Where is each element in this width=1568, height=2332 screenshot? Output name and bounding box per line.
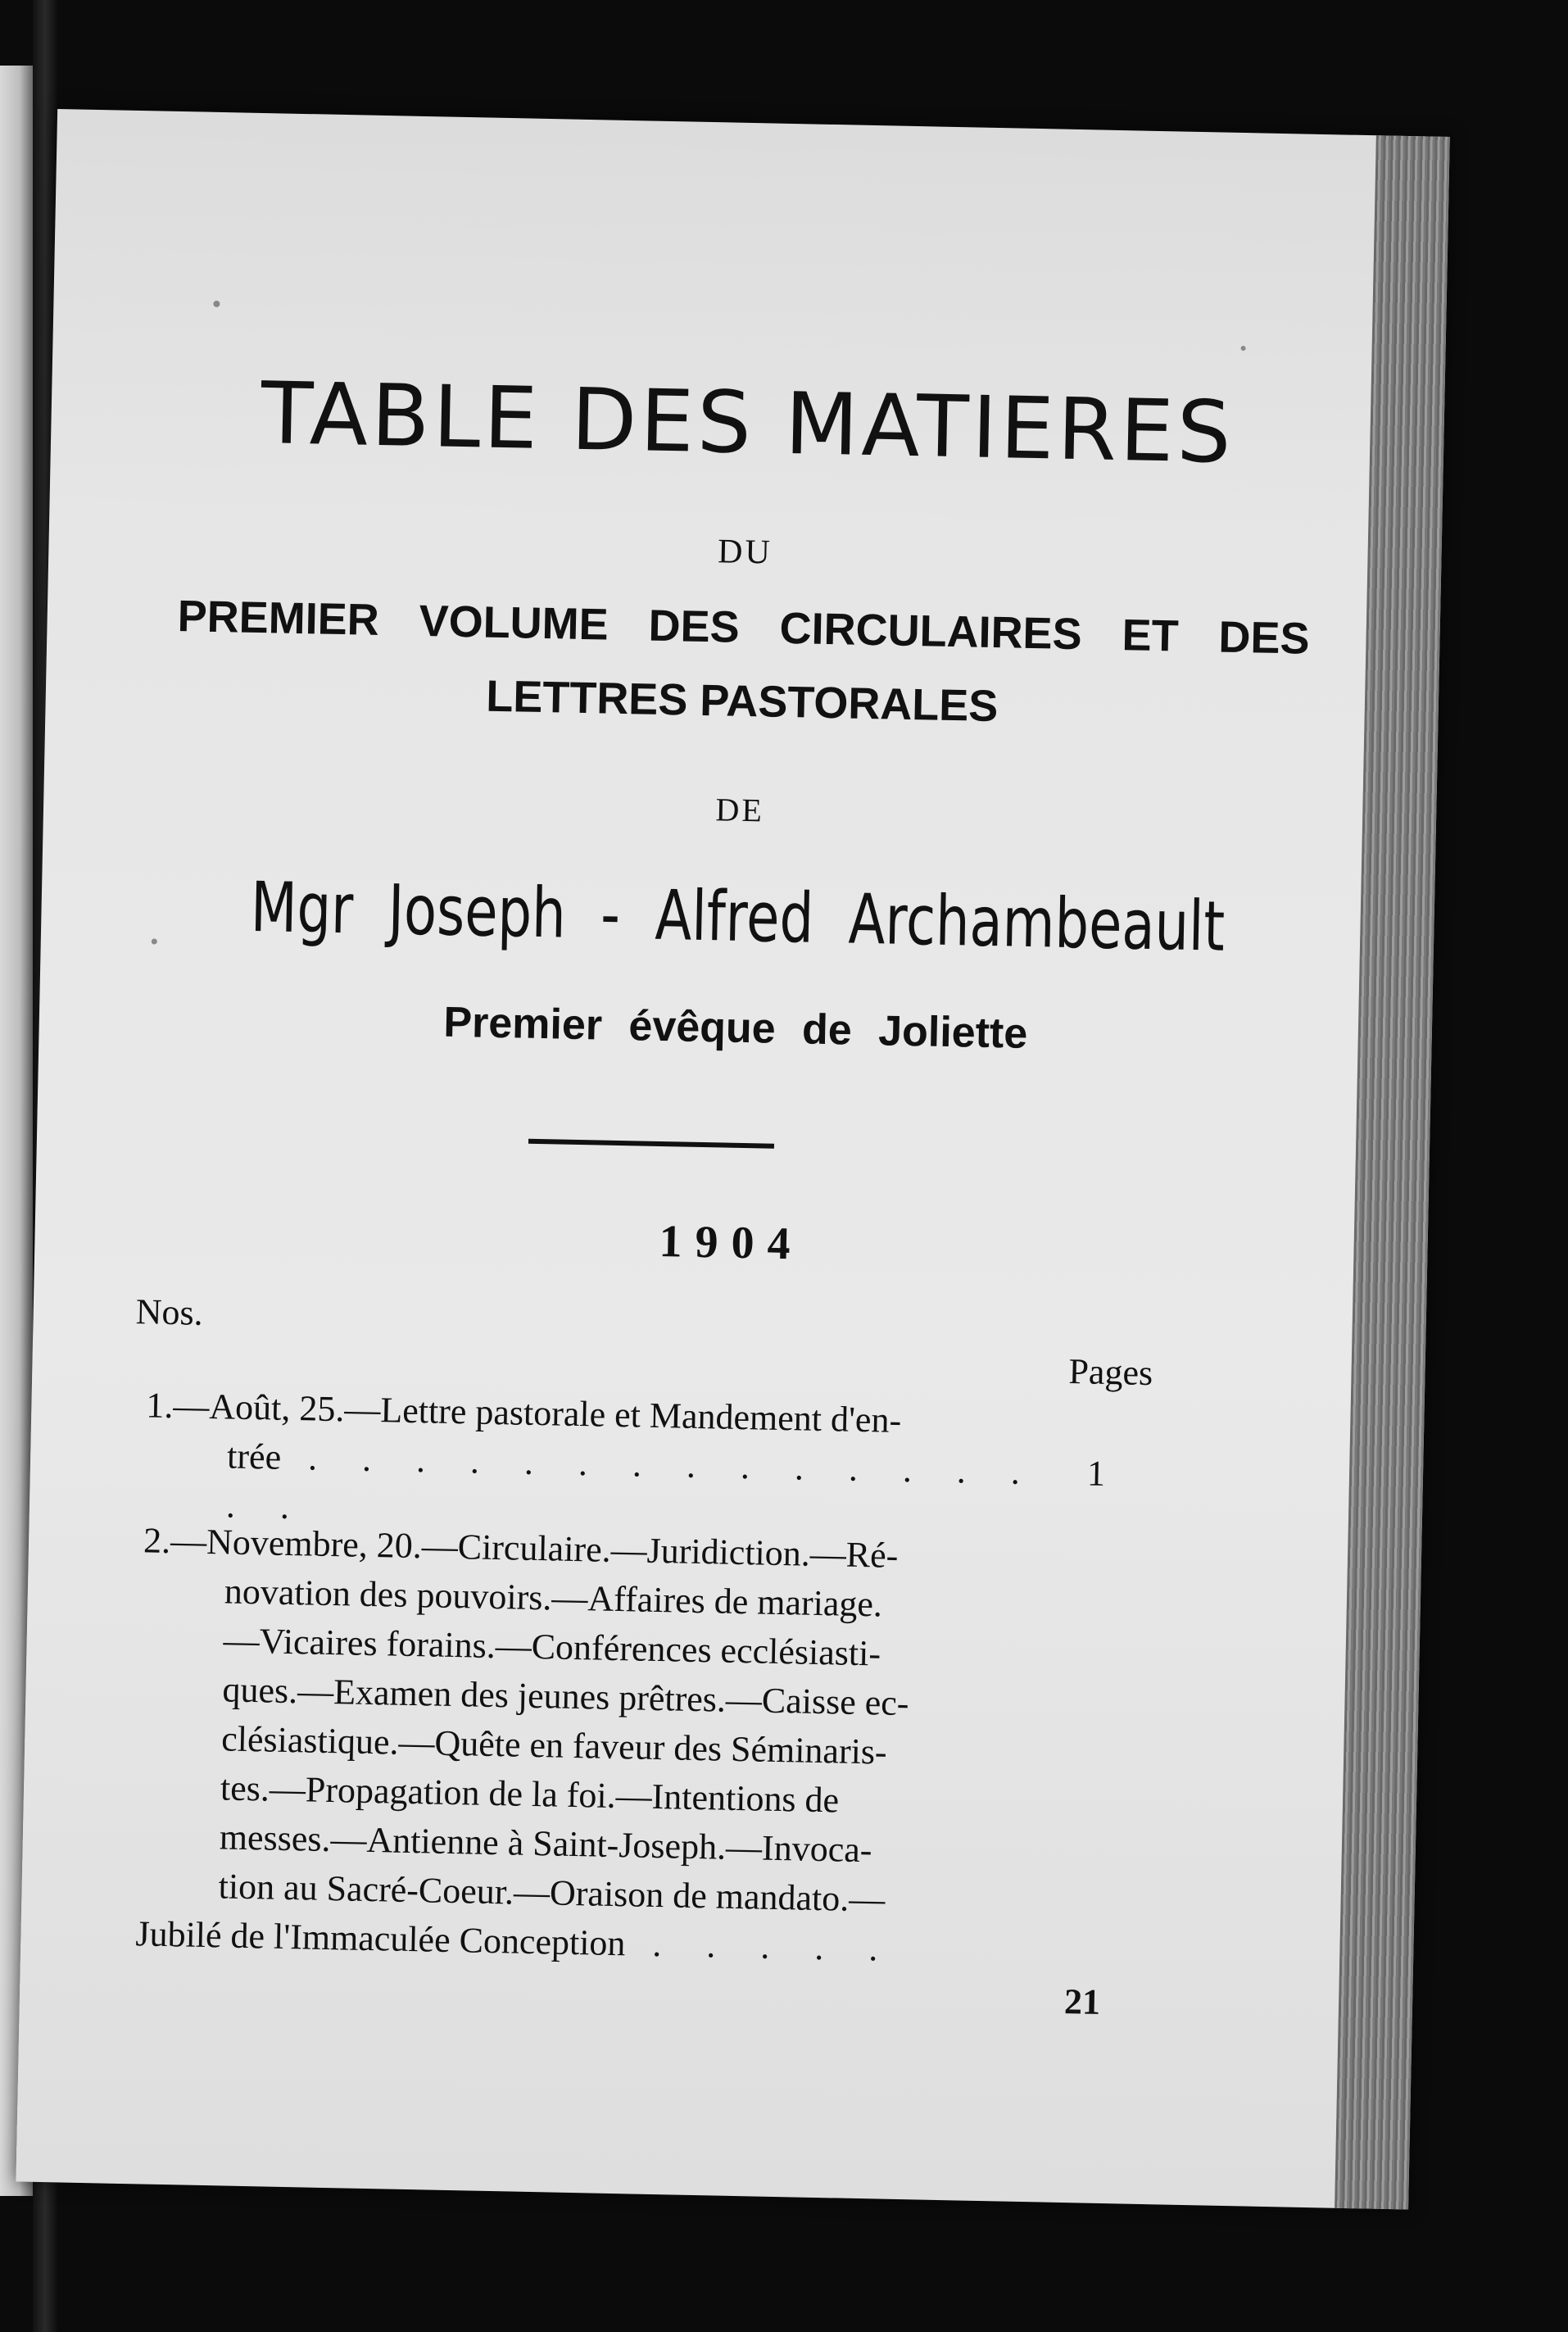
speck — [213, 301, 220, 307]
toc-entry-page: 1 — [1086, 1453, 1106, 1494]
toc-entry-continuation: messes.—Antienne à Saint-Joseph.—Invoca- — [219, 1817, 872, 1871]
toc-entry-continuation: clésiastique.—Quête en faveur des Séminaris- — [220, 1718, 888, 1772]
toc-entry — [134, 1516, 1126, 2044]
toc-entry-first-line: 2.—Novembre, 20.—Circulaire.—Juridiction.—Ré- — [143, 1520, 899, 1576]
page-title: TABLE DES MATIERES — [260, 363, 1235, 483]
pages-column-label: Pages — [1068, 1351, 1153, 1394]
leader-dots: . . . . . . . . . . . . . . . . — [225, 1436, 1039, 1527]
leader-dots: . . . . . — [624, 1923, 896, 1969]
toc-entry-continuation: ques.—Examen des jeunes prêtres.—Caisse ec- — [222, 1669, 909, 1724]
year-heading: 1904 — [658, 1215, 804, 1270]
toc-entry-continuation: —Vicaires forains.—Conférences ecclésiasti- — [223, 1620, 881, 1674]
title-connector-de: DE — [715, 791, 765, 829]
document-page — [16, 109, 1449, 2210]
speck — [152, 938, 157, 944]
toc-entry-continuation: Jubilé de l'Immaculée Conception — [135, 1913, 626, 1964]
toc-entry-continuation: tion au Sacré-Coeur.—Oraison de mandato.— — [218, 1866, 886, 1920]
title-connector-du: DU — [717, 533, 773, 572]
toc-entry — [144, 1381, 1130, 1527]
volume-heading-line2: LETTRES PASTORALES — [485, 671, 999, 732]
toc-entry-continuation: trée — [226, 1436, 282, 1477]
toc-entry-continuation: novation des pouvoirs.—Affaires de mariage. — [224, 1571, 883, 1625]
author-name: Mgr Joseph - Alfred Archambeault — [250, 866, 1226, 967]
divider-rule — [528, 1139, 774, 1149]
author-subtitle: Premier évêque de Joliette — [442, 998, 1028, 1058]
toc-entry-page: 21 — [1063, 1981, 1101, 2022]
speck — [1241, 346, 1246, 351]
numbers-column-label: Nos. — [135, 1291, 204, 1333]
toc-entry-continuation: tes.—Propagation de la foi.—Intentions de — [220, 1767, 840, 1821]
toc-entry-first-line: 1.—Août, 25.—Lettre pastorale et Mandement d'en- — [145, 1385, 902, 1440]
toc-entry-text — [135, 1516, 1062, 1976]
volume-heading-line1: PREMIER VOLUME DES CIRCULAIRES ET DES — [177, 592, 1311, 664]
